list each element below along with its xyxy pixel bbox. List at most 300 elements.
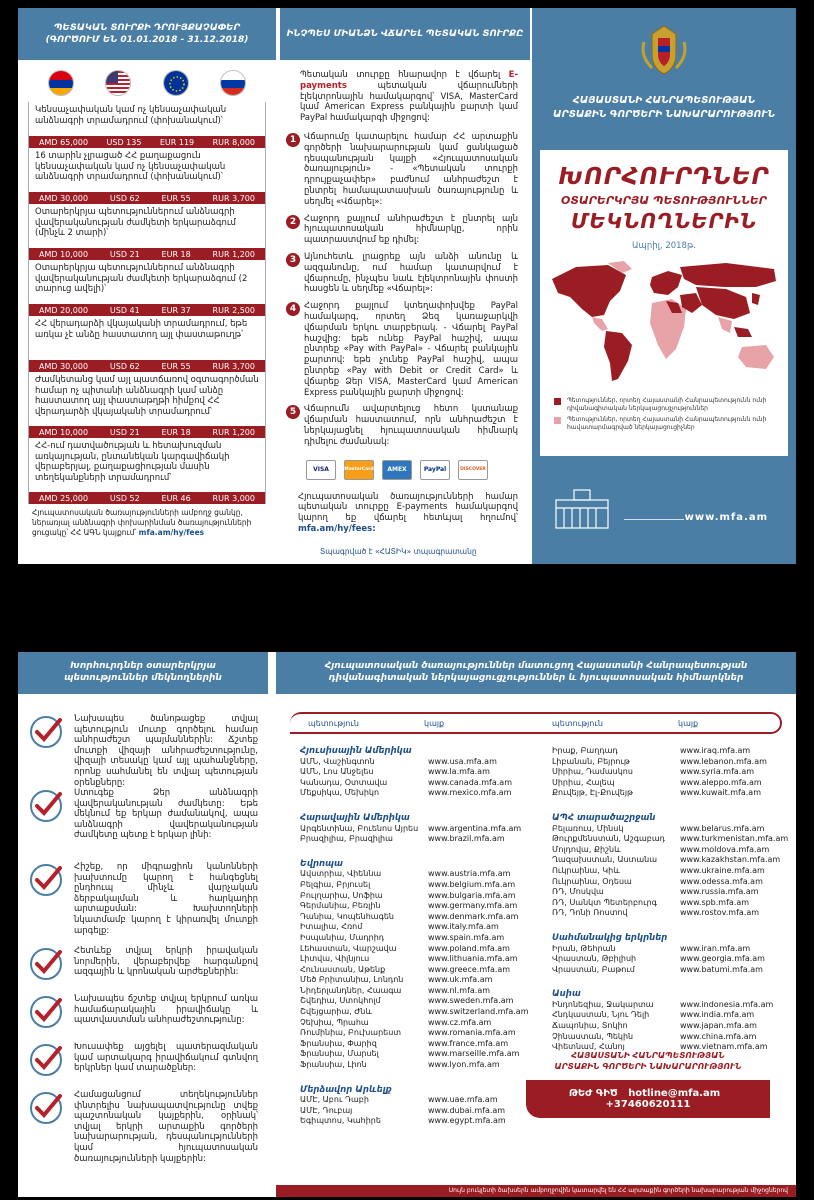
- directory-header: Հյուպատոսական ծառայություններ մատուցող Հայաստանի Հանրապետության դիվանագիտական ներկայացուցչություններ և հյուպատոսական հիմնարկներ: [276, 652, 796, 694]
- embassy-website-link[interactable]: www.iran.mfa.am: [680, 943, 751, 953]
- country-city: ԱՄՆ, Վաշինգտոն: [300, 756, 375, 766]
- outro-text: Հյուպատոսական ծառայությունների համար պետական տուրքը E-payments համակարգով կարող եք վճարել հետևյալ հղումով՝: [298, 491, 518, 524]
- embassy-website-link[interactable]: www.lyon.mfa.am: [428, 1060, 500, 1070]
- directory-row: [300, 912, 548, 923]
- country-city: Դանիա, Կոպենհագեն: [300, 911, 394, 921]
- payment-step: [280, 212, 530, 250]
- directory-row: [300, 944, 548, 955]
- directory-row: [552, 1021, 796, 1032]
- spacer: [300, 799, 548, 813]
- directory-row: [552, 767, 796, 778]
- directory-row: [552, 954, 796, 965]
- fee-usd: USD 62: [109, 193, 140, 203]
- checkmark-icon: [28, 1042, 64, 1078]
- fee-rur: RUR 3,700: [212, 193, 255, 203]
- directory-row: [300, 824, 548, 835]
- checkmark-icon: [28, 946, 64, 982]
- website-link[interactable]: www.mfa.am: [684, 512, 768, 523]
- directory-row: [300, 834, 548, 845]
- embassy-website-link[interactable]: www.vietnam.mfa.am: [680, 1042, 768, 1052]
- country-city: Ֆրանսիա, Լիոն: [300, 1060, 367, 1070]
- fee-description: Ժամկետանց կամ այլ պատճառով օգտագործման համար ոչ պիտանի անձնագրի կամ անձը հաստատող այլ փաստաթղթի հիմքով ՀՀ վերադարձի վկայականի տրամադրում՝: [35, 375, 259, 417]
- directory-row: [552, 834, 796, 845]
- embassy-website-link[interactable]: www.odessa.mfa.am: [680, 876, 763, 886]
- fee-usd: USD 52: [109, 493, 140, 503]
- cover-title: ԽՈՐՀՈՒՐԴՆԵՐ: [558, 164, 770, 190]
- country-city: ՌԴ, Դոնի Ռոստով: [552, 908, 628, 918]
- country-city: Բելգիա, Բրյուսել: [300, 879, 371, 889]
- embassy-website-link[interactable]: www.bulgaria.mfa.am: [428, 890, 516, 900]
- embassy-website-link[interactable]: www.poland.mfa.am: [428, 943, 510, 953]
- directory-row: [552, 877, 796, 888]
- country-city: Ֆրանսիա, Փարիզ: [300, 1038, 377, 1048]
- fees-panel: [18, 8, 276, 564]
- fee-amd: AMD 30,000: [39, 361, 89, 371]
- tip-text: Հիշեք, որ միգրացիոն կանոնների խախտումը կարող է հանգեցնել ընդհուպ մինչև վարչական ձերբակալման և հարկադիր արտաքսման: Խախտողների նկատմամբ կարող է կիրառվել մուտքի արգելք:: [74, 862, 258, 936]
- tips-header: Խորհուրդներ օտարերկրյա պետություններ մեկնողներին: [18, 652, 268, 694]
- embassy-website-link[interactable]: www.mexico.mfa.am: [428, 788, 512, 798]
- map-legend: [540, 391, 788, 431]
- tip-item: [18, 862, 268, 946]
- fee-rur: RUR 3,000: [212, 493, 255, 503]
- fee-item: [29, 260, 265, 316]
- directory-right-column: [552, 746, 796, 1053]
- embassy-website-link[interactable]: www.china.mfa.am: [680, 1031, 757, 1041]
- country-city: Բրազիլիա, Բրազիլիա: [300, 834, 393, 844]
- payment-step: [280, 402, 530, 451]
- embassy-website-link[interactable]: www.india.mfa.am: [680, 1010, 755, 1020]
- fee-description: Օտարերկրյա պետություններում անձնագրի վավերականության ժամկետի երկարաձգում (2 տարուց ավելի)՝: [35, 263, 248, 294]
- fee-amounts: [29, 492, 265, 504]
- embassy-website-link[interactable]: www.turkmenistan.mfa.am: [680, 834, 789, 844]
- fees-footnote: [18, 504, 276, 542]
- fees-header: ՊԵՏԱԿԱՆ ՏՈՒՐՔԻ ԴՐՈՒՅՔԱՉԱՓԵՐ (ԳՈՐԾՈՒՄ ԵՆ 01.01.2018 - 31.12.2018): [18, 8, 276, 60]
- checkmark-icon: [28, 788, 64, 824]
- brochure-outer-side: [18, 8, 796, 564]
- country-city: ՌԴ, Սանկտ Պետերբուրգ: [552, 897, 657, 907]
- tip-text: Հետևեք տվյալ երկրի իրավական նորմերին, վերաբերվեք հարգանքով ազգային և կրոնական արժեքներին:: [74, 946, 258, 978]
- hotline-label: ԹԵԺ ԳԻԾ: [568, 1088, 618, 1099]
- mastercard-icon: MasterCard: [344, 460, 374, 480]
- country-city: Վրաստան, Թբիլիսի: [552, 954, 637, 964]
- directory-row: [300, 1106, 548, 1117]
- country-city: ՌԴ, Մոսկվա: [552, 887, 604, 897]
- fee-eur: EUR 46: [161, 493, 191, 503]
- fee-amounts: [29, 192, 265, 204]
- country-city: Բուլղարիա, Սոֆիա: [300, 890, 383, 900]
- embassy-website-link[interactable]: www.uk.mfa.am: [428, 975, 493, 985]
- fee-item: [29, 372, 265, 438]
- embassy-website-link[interactable]: www.ukraine.mfa.am: [680, 865, 765, 875]
- tip-item: [18, 946, 268, 994]
- country-city: Բելառուս, Մինսկ: [552, 823, 624, 833]
- embassy-website-link[interactable]: www.la.mfa.am: [428, 767, 490, 777]
- country-city: Իրան, Թեհրան: [552, 943, 616, 953]
- printed-by: Տպագրված է «ՀԱՏԻԿ» տպագրատանը: [320, 546, 477, 556]
- payment-outro: [280, 488, 530, 539]
- spacer: [552, 919, 796, 933]
- fee-eur: EUR 18: [161, 249, 191, 259]
- legend-swatch-light: [554, 417, 561, 424]
- country-city: Մեքսիկա, Մեխիկո: [300, 788, 380, 798]
- directory-row: [300, 901, 548, 912]
- embassy-website-link[interactable]: www.dubai.mfa.am: [428, 1105, 506, 1115]
- embassy-website-link[interactable]: www.spb.mfa.am: [680, 897, 750, 907]
- spacer: [300, 845, 548, 859]
- embassy-website-link[interactable]: www.argentina.mfa.am: [428, 823, 522, 833]
- country-city: Քուվեյթ, Էլ-Քուվեյթ: [552, 788, 633, 798]
- directory-row: [300, 1028, 548, 1039]
- fee-rur: RUR 8,000: [212, 137, 255, 147]
- fee-amd: AMD 65,000: [39, 137, 89, 147]
- cover-body: [532, 150, 796, 456]
- country-city: Սիրիա, Հալեպ: [552, 777, 615, 787]
- step-text: Վճարումն ավարտելուց հետո կստանաք վճարման հաստատում, որն անհրաժեշտ է ներկայացնել հյուպատոսական հիմնարկ դիմելու ժամանակ:: [304, 404, 518, 447]
- tip-item: [18, 788, 268, 862]
- fee-eur: EUR 55: [161, 361, 191, 371]
- country-city: Իրաք, Բաղդադ: [552, 746, 618, 755]
- fee-eur: EUR 119: [159, 137, 195, 147]
- embassy-website-link[interactable]: www.aleppo.mfa.am: [680, 777, 762, 787]
- divider: [624, 519, 684, 520]
- epayments-link[interactable]: E-payments: [300, 70, 518, 91]
- fee-description: Կենսաչափական կամ ոչ կենսաչափական անձնագրի տրամադրում (փոխանակում)՝: [35, 105, 227, 126]
- directory-row: [552, 1010, 796, 1021]
- tip-text: Նախապես ծանոթացեք տվյալ պետություն մուտք գործելու համար անհրաժեշտ պայմաններին: Ճշտեք մուտքի վիզայի անհրաժեշտությունը, վիզայի տեսակը կամ այլ պահանջները, որոնք սահմանել են տվյալ պետության օրենքները:: [74, 714, 258, 788]
- directory-row: [300, 1060, 548, 1071]
- country-city: Ուկրաինա, Կիև: [552, 865, 620, 875]
- country-city: Ճապոնիա, Տոկիո: [552, 1021, 628, 1031]
- embassy-website-link[interactable]: www.spain.mfa.am: [428, 932, 505, 942]
- directory-row: [300, 986, 548, 997]
- country-city: Մեծ Բրիտանիա, Լոնդոն: [300, 975, 404, 985]
- country-city: Ֆրանսիա, Մարսել: [300, 1049, 379, 1059]
- fee-rur: RUR 3,700: [212, 361, 255, 371]
- country-city: Վրաստան, Բաթում: [552, 964, 635, 974]
- fee-item: [29, 316, 265, 372]
- fee-item: [29, 102, 265, 148]
- directory-row: [552, 866, 796, 877]
- legend-text: Պետություններ, որտեղ Հայաստանի Հանրապետությունն ունի դիվանագիտական ներկայացուցչություններ: [567, 397, 767, 412]
- step-text: Այնուհետև լրացրեք այն անձի անունը և ազգանունը, ում համար կատարվում է վճարումը, ինչպես նաև էլեկտրոնային փոստի հասցեն և սեղմեք «Վճարել»:: [304, 251, 518, 295]
- country-city: Լեհաստան, Վարշավա: [300, 943, 397, 953]
- directory-row: [300, 869, 548, 880]
- cover-panel: [532, 8, 796, 564]
- embassy-website-link[interactable]: www.italy.mfa.am: [428, 922, 499, 932]
- directory-row: [552, 778, 796, 789]
- embassy-website-link[interactable]: www.belarus.mfa.am: [680, 823, 765, 833]
- tips-panel: [18, 652, 268, 1197]
- brochure-inner-side: [18, 652, 796, 1197]
- tip-text: Համացանցում տեղեկություններ փնտրելիս նախապատվությունը տվեք պաշտոնական կայքերին, օրինակ՝ տվյալ երկրի արտաքին գործերի նախարարության, դեսպանությունների կամ հյուպատոսական ծառայությունների կայքերին:: [74, 1090, 258, 1164]
- directory-row: [552, 855, 796, 866]
- tips-list: [18, 694, 268, 1170]
- legend-item: [554, 416, 776, 431]
- directory-row: [552, 746, 796, 757]
- tip-text: Խուսափեք այցելել պատերազմական կամ արտակարգ իրավիճակում գտնվող երկրներ կամ տարածքներ:: [74, 1042, 258, 1074]
- payment-cards: [280, 452, 530, 488]
- step-number: 4: [286, 302, 300, 316]
- spacer: [300, 1071, 548, 1085]
- embassy-website-link[interactable]: www.indonesia.mfa.am: [680, 999, 774, 1009]
- country-city: Հնդկաստան, Նյու Դելի: [552, 1010, 650, 1020]
- embassy-website-link[interactable]: www.iraq.mfa.am: [680, 746, 751, 755]
- fee-eur: EUR 37: [161, 305, 191, 315]
- directory-panel: [276, 652, 796, 1197]
- region-heading: Հյուսիսային Ամերիկա: [300, 746, 412, 756]
- fee-amd: AMD 25,000: [39, 493, 89, 503]
- embassy-website-link[interactable]: www.germany.mfa.am: [428, 901, 518, 911]
- directory-row: [300, 1116, 548, 1127]
- world-map-icon: [546, 257, 782, 387]
- directory-row: [300, 965, 548, 976]
- directory-row: [552, 1032, 796, 1043]
- tip-item: [18, 994, 268, 1042]
- ministry-name: ՀԱՅԱՍՏԱՆԻ ՀԱՆՐԱՊԵՏՈՒԹՅԱՆ ԱՐՏԱՔԻՆ ԳՈՐԾԵՐԻ ՆԱԽԱՐԱՐՈՒԹՅՈՒՆ: [554, 1051, 742, 1071]
- directory-row: [300, 880, 548, 891]
- country-city: Թուրքմենստան, Աշգաբադ: [552, 834, 665, 844]
- fee-description: 16 տարին չլրացած ՀՀ քաղաքացուն կենսաչափական կամ ոչ կենսաչափական անձնագրի տրամադրում (փոխանակում)՝: [35, 151, 226, 182]
- directory-row: [552, 898, 796, 909]
- directory-row: [300, 975, 548, 986]
- directory-row: [300, 1049, 548, 1060]
- country-city: Վիետնամ, Հանոյ: [552, 1042, 625, 1052]
- directory-row: [552, 757, 796, 768]
- directory-row: [300, 954, 548, 965]
- embassy-website-link[interactable]: www.russia.mfa.am: [680, 887, 759, 897]
- country-city: Իտալիա, Հռոմ: [300, 922, 363, 932]
- fee-eur: EUR 18: [161, 427, 191, 437]
- region-heading: Ասիա: [552, 989, 581, 1000]
- embassy-website-link[interactable]: www.austria.mfa.am: [428, 869, 511, 879]
- directory-row: [552, 908, 796, 919]
- directory-row: [552, 965, 796, 976]
- fee-amounts: [29, 426, 265, 438]
- hotline-email[interactable]: hotline@mfa.am: [628, 1088, 721, 1099]
- fee-description: ՀՀ-ում դատվածության և հետախուզման առկայության, ընտանեկան կարգավիճակի վերաբերյալ, քաղաքացիության մասին տեղեկանքների տրամադրում՝: [35, 441, 230, 483]
- embassy-website-link[interactable]: www.usa.mfa.am: [428, 756, 497, 766]
- fee-amounts: [29, 360, 265, 372]
- directory-row: [552, 887, 796, 898]
- col-site: կայք: [678, 718, 699, 728]
- embassy-website-link[interactable]: www.japan.mfa.am: [680, 1021, 757, 1031]
- fee-usd: USD 62: [109, 361, 140, 371]
- fee-item: [29, 438, 265, 504]
- region-heading: Հարավային Ամերիկա: [300, 812, 410, 823]
- embassy-website-link[interactable]: www.kazakhstan.mfa.am: [680, 855, 781, 865]
- directory-row: [300, 933, 548, 944]
- tip-item: [18, 1042, 268, 1090]
- embassy-website-link[interactable]: www.batumi.mfa.am: [680, 964, 763, 974]
- directory-row: [300, 1095, 548, 1106]
- embassy-website-link[interactable]: www.canada.mfa.am: [428, 777, 512, 787]
- directory-row: [552, 845, 796, 856]
- embassy-website-link[interactable]: www.marseille.mfa.am: [428, 1049, 520, 1059]
- step-number: 2: [286, 215, 300, 229]
- directory-row: [552, 1000, 796, 1011]
- directory-row: [552, 788, 796, 799]
- country-city: Ռումինիա, Բուխարեստ: [300, 1028, 402, 1038]
- country-city: Իսպանիա, Մադրիդ: [300, 932, 385, 942]
- directory-table-header: [290, 712, 782, 734]
- country-city: Հունաստան, Աթենք: [300, 964, 386, 974]
- cover-title-2: ՄԵԿՆՈՂՆԵՐԻՆ: [571, 209, 757, 233]
- directory-row: [300, 1039, 548, 1050]
- directory-row: [300, 767, 548, 778]
- fees-link[interactable]: mfa.am/hy/fees:: [298, 523, 376, 534]
- tip-item: [18, 714, 268, 788]
- embassy-website-link[interactable]: www.lithuania.mfa.am: [428, 954, 518, 964]
- country-city: Ինդոնեզիա, Ջակարտա: [552, 999, 654, 1009]
- legend-text: Պետություններ, որտեղ Հայաստանի Հանրապետությունն ունի հավատարմագրված ներկայացուցիչներ: [567, 416, 767, 431]
- country-city: Գերմանիա, Բեռլին: [300, 901, 381, 911]
- fee-amounts: [29, 304, 265, 316]
- country-city: Ավստրիա, Վիեննա: [300, 869, 382, 879]
- fee-eur: EUR 55: [161, 193, 191, 203]
- fee-amd: AMD 10,000: [39, 249, 89, 259]
- embassy-website-link[interactable]: www.denmark.mfa.am: [428, 911, 519, 921]
- country-city: Եգիպտոս, Կահիրե: [300, 1116, 381, 1126]
- embassy-website-link[interactable]: www.romania.mfa.am: [428, 1028, 516, 1038]
- fee-rur: RUR 1,200: [212, 427, 255, 437]
- hotline-phone[interactable]: +37460620111: [605, 1099, 691, 1110]
- country-city: Սիրիա, Դամասկոս: [552, 767, 633, 777]
- country-city: ԱՄԷ, Աբու Դաբի: [300, 1095, 369, 1105]
- legend-item: [554, 397, 776, 412]
- country-city: Ուկրաինա, Օդեսա: [552, 876, 632, 886]
- embassy-website-link[interactable]: www.kuwait.mfa.am: [680, 788, 761, 798]
- country-city: ԱՄԷ, Դուբայ: [300, 1105, 353, 1115]
- embassy-website-link[interactable]: www.belgium.mfa.am: [428, 879, 516, 889]
- country-city: Նիդերլանդներ, Հաագա: [300, 985, 402, 995]
- fee-description: Օտարերկրյա պետություններում անձնագրի վավերականության ժամկետի երկարաձգում (մինչև 2 տարի)՝: [35, 207, 236, 238]
- currency-flags: [18, 60, 276, 102]
- country-city: Ղազախստան, Աստանա: [552, 855, 657, 865]
- region-heading: ԱՊՀ տարածաշրջան: [552, 812, 656, 823]
- fee-amd: AMD 20,000: [39, 305, 89, 315]
- directory-left-column: [300, 746, 548, 1127]
- tip-text: Ստուգեք Ձեր անձնագրի վավերականության ժամկետը: Եթե մեկնում եք երկար ժամանակով, ապա անձնագրի վավերականության ժամկետը պետք է երկար լինի:: [74, 788, 258, 841]
- embassy-website-link[interactable]: www.cz.mfa.am: [428, 1017, 492, 1027]
- directory-row: [552, 824, 796, 835]
- col-country: պետություն: [308, 718, 359, 728]
- footer-note: Սույն բուկլետի ծախսերն ամբողջովին կատարվել են ՀՀ արտաքին գործերի նախարարության միջոցներով: [276, 1185, 796, 1197]
- cover-bottom: [532, 456, 796, 564]
- amex-card-icon: AMEX: [382, 460, 412, 480]
- country-city: Չինաստան, Պեկին: [552, 1031, 634, 1041]
- paypal-icon: PayPal: [420, 460, 450, 480]
- embassy-website-link[interactable]: www.rostov.mfa.am: [680, 908, 760, 918]
- fee-list: [28, 102, 266, 504]
- eu-flag-icon: [163, 70, 189, 96]
- country-city: Մոլդովա, Քիշնև: [552, 844, 621, 854]
- checkmark-icon: [28, 862, 64, 898]
- discover-card-icon: DISCOVER: [458, 460, 488, 480]
- fee-rur: RUR 1,200: [212, 249, 255, 259]
- usa-flag-icon: [105, 70, 131, 96]
- embassy-website-link[interactable]: www.egypt.mfa.am: [428, 1116, 506, 1126]
- step-number: 5: [286, 405, 300, 419]
- embassy-website-link[interactable]: www.switzerland.mfa.am: [428, 1007, 529, 1017]
- payment-step: [280, 299, 530, 402]
- country-city: Շվեյցարիա, Ժնև: [300, 1007, 372, 1017]
- checkmark-icon: [28, 994, 64, 1030]
- embassy-website-link[interactable]: www.lebanon.mfa.am: [680, 756, 767, 766]
- payment-header: ԻՆՉՊԵՍ ՄԻԱՆՁՆ ՎՃԱՐԵԼ ՊԵՏԱԿԱՆ ՏՈՒՐՔԸ: [280, 8, 530, 60]
- tip-text: Նախապես ճշտեք տվյալ երկրում առկա համաճարակային իրավիճակը և պատվաստման անհրաժեշտությունը:: [74, 994, 258, 1026]
- checkmark-icon: [28, 714, 64, 750]
- spacer: [552, 975, 796, 989]
- checkmark-icon: [28, 1090, 64, 1126]
- country-city: Արգենտինա, Բուենոս Այրես: [300, 823, 419, 833]
- directory-row: [300, 788, 548, 799]
- ministry-building-icon: [552, 486, 612, 530]
- cover-subtitle: ՕՏԱՐԵՐԿՐՅԱ ՊԵՏՈՒԹՅՈՒՆՆԵՐ: [561, 194, 767, 207]
- tip-item: [18, 1090, 268, 1170]
- step-number: 1: [286, 133, 300, 147]
- embassy-website-link[interactable]: www.brazil.mfa.am: [428, 834, 505, 844]
- country-city: Լիտվա, Վիլնյուս: [300, 954, 370, 964]
- embassy-website-link[interactable]: www.syria.mfa.am: [680, 767, 755, 777]
- payment-intro: [280, 60, 530, 130]
- fee-amounts: [29, 248, 265, 260]
- embassy-website-link[interactable]: www.uae.mfa.am: [428, 1095, 498, 1105]
- country-city: ԱՄՆ, Լոս Անջելես: [300, 767, 374, 777]
- armenia-flag-icon: [48, 70, 74, 96]
- step-text: Վճարումը կատարելու համար ՀՀ արտաքին գործերի նախարարության կամ ցանկացած դեսպանության կայքի «Հյուպատոսական ծառայություն» - «Պետական տուրքի դրույքաչափեր» բաժնում անհրաժեշտ է ընտրել համապատասխան ծառայությունը և սեղմել «Վճարել»:: [304, 131, 518, 207]
- fee-usd: USD 41: [109, 305, 140, 315]
- embassy-website-link[interactable]: www.moldova.mfa.am: [680, 844, 770, 854]
- step-text: Հաջորդ քայլում կտեղափոխվեք PayPal համակարգ, որտեղ Ձեզ կառաջարկվի վճարման երկու տարբերակ. - Վճարել PayPal հաշվից: եթե ունեք PayPal հաշիվ, ապա ընտրեք «Pay with PayPal» - Վճարել բանկային քարտով: եթե չունեք PayPal հաշիվ, ապա ընտրեք «Pay with Debit or Credit Card» և վճարեք Ձեր VISA, MasterCard կամ American Express բանկային քարտի միջոցով:: [304, 301, 518, 398]
- directory-row: [300, 996, 548, 1007]
- embassy-website-link[interactable]: www.sweden.mfa.am: [428, 996, 514, 1006]
- col-country: պետություն: [552, 718, 603, 728]
- embassy-website-link[interactable]: www.georgia.mfa.am: [680, 954, 765, 964]
- directory-row: [300, 891, 548, 902]
- fee-amd: AMD 30,000: [39, 193, 89, 203]
- col-site: կայք: [424, 718, 445, 728]
- fees-link[interactable]: mfa.am/hy/fees: [138, 528, 205, 537]
- country-city: Լիբանան, Բեյրութ: [552, 756, 630, 766]
- directory-row: [300, 778, 548, 789]
- fee-usd: USD 135: [106, 137, 142, 147]
- country-city: Կանադա, Օտտավա: [300, 777, 388, 787]
- fee-amounts: [29, 136, 265, 148]
- fee-rur: RUR 2,500: [212, 305, 255, 315]
- cover-date: Ապրիլ, 2018թ.: [632, 241, 696, 251]
- payment-step: [280, 130, 530, 212]
- cover-top: [532, 8, 796, 150]
- intro-text: պետական վճարումների էլեկտրոնային համակարգով՝ VISA, MasterCard կամ American Express բանկային քարտի կամ PayPal համակարգի միջոցով:: [300, 80, 518, 124]
- fee-item: [29, 148, 265, 204]
- footnote-text: Հյուպատոսական ծառայությունների ամբողջ ցանկը, ներառյալ անձնագրի փոխարինման ծառայությունների ցուցակը՝ ՀՀ ԱԳՆ կայքում՝: [32, 508, 252, 537]
- directory-row: [552, 944, 796, 955]
- legend-swatch-dark: [554, 398, 561, 405]
- hotline-bar: [526, 1080, 770, 1118]
- region-heading: Մերձավոր Արևելք: [300, 1084, 392, 1095]
- step-number: 3: [286, 253, 300, 267]
- embassy-website-link[interactable]: www.nl.mfa.am: [428, 985, 491, 995]
- region-heading: Սահմանակից երկրներ: [552, 932, 668, 943]
- directory-row: [300, 1007, 548, 1018]
- russia-flag-icon: [220, 70, 246, 96]
- payment-panel: [280, 8, 530, 564]
- embassy-website-link[interactable]: www.greece.mfa.am: [428, 964, 511, 974]
- embassy-website-link[interactable]: www.france.mfa.am: [428, 1038, 509, 1048]
- directory-row: [300, 922, 548, 933]
- fee-usd: USD 21: [109, 427, 140, 437]
- contact-block: [526, 1050, 770, 1118]
